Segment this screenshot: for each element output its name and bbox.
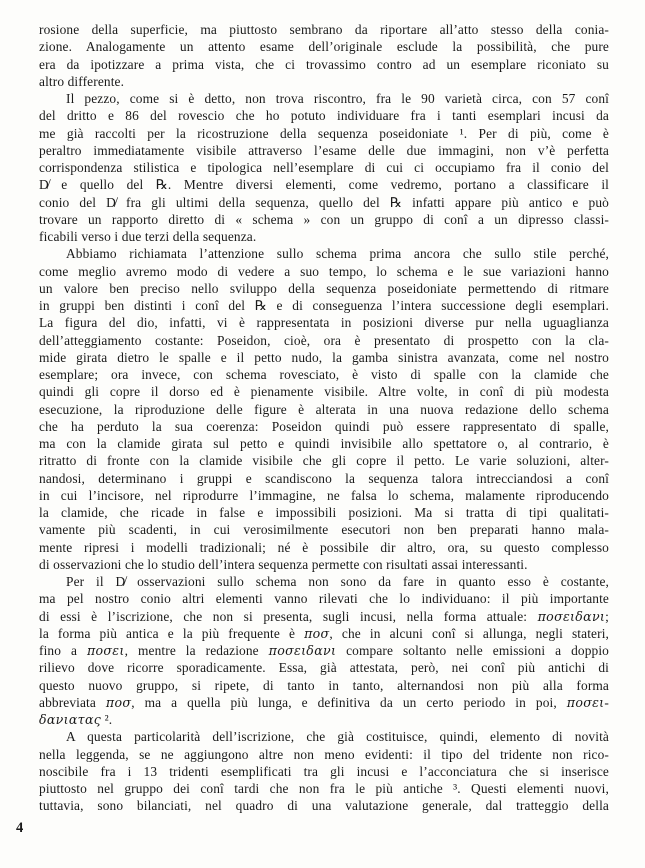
text-line: mente ripresi i modelli tradizionali; né è possibile dir altro, ora, su questo complesso — [39, 539, 609, 555]
text-line: di osservazioni che lo studio dell’intera sequenza permette con risultati assai interessanti. — [39, 556, 528, 572]
paragraph — [39, 90, 609, 245]
text-line: ritratto di fronte con la clamide visibile che gli copre il petto. Le varie soluzioni, alter- — [39, 453, 609, 469]
text-line: dell’atteggiamento costante: Poseidon, cioè, ora è presentato di prospetto con la cla- — [39, 332, 609, 348]
text-line: D̸ e quello del ℞. Mentre diversi elementi, come vedremo, portano a classificare il — [39, 177, 609, 193]
text-line: che ha perduto la sua coerenza: Poseidon quindi può essere rappresentato di spalle, — [39, 418, 609, 434]
text-line: nella leggenda, se ne aggiungono altre non meno evidenti: il tipo del tridente non rico- — [39, 746, 609, 762]
text-line: Per il D̸ osservazioni sullo schema non sono da fare in quanto esso è costante, — [66, 574, 609, 589]
text-line: conio del D̸ fra gli ultimi della sequenza, quello del ℞ infatti appare più antico e può — [39, 194, 609, 210]
paragraph — [39, 21, 609, 90]
paragraph — [39, 245, 609, 573]
text-line: mide girata dietro le spalle e il petto nudo, la gamba sinistra avanzata, come nel nostro — [39, 349, 609, 365]
greek-word: ποσ — [105, 694, 132, 710]
text-line: la forma più antica e la più frequente è ποσ, che in alcuni conî si allunga, negli stateri, — [39, 625, 610, 641]
text-line: me già raccolti per la ricostruzione della sequenza poseidoniate ¹. Per di più, come è — [39, 125, 609, 141]
text-line: Il pezzo, come si è detto, non trova riscontro, fra le 90 varietà circa, con 57 conî — [66, 91, 609, 106]
page-number: 4 — [16, 820, 24, 836]
text-line: peraltro immediatamente visibile attraverso l’esame delle due immagini, non v’è perfetta — [39, 142, 609, 158]
text-line: questo nuovo gruppo, si ripete, di tanto in tanto, alternandosi non più alla forma — [39, 677, 609, 693]
greek-word: ποσει — [566, 694, 605, 710]
text-line: nandosi, determinano i gruppi e scandiscono la sequenza talora intrecciandosi a conî — [39, 470, 609, 486]
text-line: trovare un rapporto diretto di « schema » con un gruppo di conî a un dipresso classi- — [39, 211, 609, 227]
greek-word: ποσειδανι — [537, 608, 606, 624]
text-line: come meglio avremo modo di vedere a suo tempo, lo schema e le sue variazioni hanno — [39, 263, 609, 279]
greek-word: ποσειδανι — [268, 643, 337, 658]
greek-word: ποσ — [304, 625, 330, 641]
text-line: esemplare; ora invece, con schema rovesciato, è visto di spalle con la clamide che — [39, 367, 609, 382]
text-line: la clamide, che ricade in false e impossibili posizioni. Ma si tratta di tipi qualitati- — [39, 505, 609, 520]
text-line: vamente più scadenti, in cui verosimilmente esecutori non ben preparati hanno mala- — [39, 522, 609, 538]
text-line: quindi gli copre il dorso ed è pienamente visibile. Altre volte, in conî di più modesta — [39, 384, 609, 400]
greek-word: ποσει — [86, 643, 125, 658]
text-line: altro differente. — [39, 73, 125, 89]
text-line: corrispondenza stilistica e tipologica nell’esemplare di cui ci occupiamo fra il conio del — [39, 160, 609, 175]
text-line: di essi è l’iscrizione, che non si presenta, sugli incusi, nella forma attuale: ποσειδανι; — [39, 608, 609, 624]
text-line: abbreviata ποσ, ma a quella più lunga, e definitiva da un certo periodo in poi, ποσει- — [39, 694, 609, 710]
text-line: un valore ben preciso nello sviluppo della sequenza poseidoniate permettendo di ritmare — [39, 280, 609, 296]
text-line: ficabili verso i due terzi della sequenza. — [39, 229, 257, 244]
text-line: in gruppi ben distinti i conî del ℞ e di conseguenza l’intera successione degli esemplari. — [39, 298, 609, 313]
paragraph — [39, 573, 609, 728]
text-line: esecuzione, la riproduzione delle figure è alterata in una nuova redazione dello schema — [39, 401, 609, 417]
text-line: Abbiamo richiamata l’attenzione sullo schema prima ancora che sullo stile perché, — [66, 246, 609, 262]
text-line: fino a ποσει, mentre la redazione ποσειδανι compare soltanto nelle emissioni a doppio — [39, 643, 609, 658]
greek-word: δανιατας — [39, 712, 102, 727]
text-line: La figura del dio, infatti, vi è rappresentata in posizioni diverse pur nella uguaglianza — [39, 315, 609, 331]
text-line: tuttavia, sono bilanciati, nel quadro di una valutazione generale, dal tratteggio della — [39, 798, 609, 814]
text-line: δανιατας ². — [39, 712, 113, 727]
text-line: A questa particolarità dell’iscrizione, che già costituisce, quindi, elemento di novità — [66, 729, 609, 745]
text-line: del dritto e 86 del rovescio che ho potuto individuare fra i tanti esemplari incusi da — [39, 108, 609, 124]
text-line: rilievo dove ricorre sporadicamente. Essa, già attestata, però, nei conî più antichi di — [39, 660, 609, 676]
text-line: ma con la clamide girata sul petto e quindi invisibile allo spettatore o, al contrario, è — [39, 436, 609, 451]
text-line: ma pel nostro conio altri elementi vanno rilevati che lo individuano: il più importante — [39, 591, 609, 607]
text-line: zione. Analogamente un attento esame dell’originale esclude la possibilità, che pure — [39, 39, 609, 55]
text-line: rosione della superficie, ma piuttosto sembrano da riportare all’atto stesso della conia- — [39, 22, 609, 37]
text-line: noscibile fra i 13 tridenti esemplificati tra gli incusi e l’acconciatura che si inserisce — [39, 763, 609, 779]
paragraph — [39, 728, 609, 814]
text-block — [39, 21, 609, 815]
text-line: piuttosto nel gruppo dei conî tardi che non fra le più antiche ³. Questi elementi nuovi, — [39, 781, 609, 796]
text-line: era da ipotizzare a prima vista, che ci trovassimo contro ad un esemplare riconiato su — [39, 56, 609, 72]
text-line: in cui l’incisore, nel riprodurre l’immagine, ne falsa lo schema, malamente riproducendo — [39, 487, 609, 503]
